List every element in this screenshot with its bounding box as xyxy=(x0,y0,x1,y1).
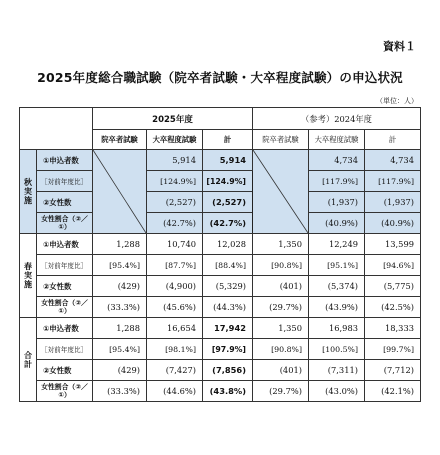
table-cell: (5,329) xyxy=(203,276,253,297)
row-label-women-ratio: 女性割合（②／①） xyxy=(37,213,93,234)
section-label-autumn: 秋実施 xyxy=(20,150,37,234)
table-cell: [117.9%] xyxy=(365,171,421,192)
table-cell: [100.5%] xyxy=(309,339,365,360)
table-cell: 12,249 xyxy=(309,234,365,255)
table-cell: (33.3%) xyxy=(93,297,147,318)
table-cell: 12,028 xyxy=(203,234,253,255)
table-cell: 17,942 xyxy=(203,318,253,339)
table-cell: (1,937) xyxy=(365,192,421,213)
table-cell: (401) xyxy=(253,276,309,297)
empty-grad-2025-autumn xyxy=(93,150,147,234)
table-cell: (5,775) xyxy=(365,276,421,297)
table-cell: (43.0%) xyxy=(309,381,365,402)
col-header-univ-2025: 大卒程度試験 xyxy=(147,130,203,150)
table-cell: (7,427) xyxy=(147,360,203,381)
table-cell: [99.7%] xyxy=(365,339,421,360)
table-cell: [98.1%] xyxy=(147,339,203,360)
table-cell: [95.4%] xyxy=(93,339,147,360)
section-label-spring: 春実施 xyxy=(20,234,37,318)
unit-note: （単位：人） xyxy=(376,97,418,105)
document-label: 資料１ xyxy=(383,40,416,53)
table-cell: 16,654 xyxy=(147,318,203,339)
table-cell: 1,350 xyxy=(253,234,309,255)
row-label-women: ②女性数 xyxy=(37,192,93,213)
table-cell: (7,311) xyxy=(309,360,365,381)
row-label-women: ②女性数 xyxy=(37,360,93,381)
col-header-grad-2024: 院卒者試験 xyxy=(253,130,309,150)
table-cell: (7,856) xyxy=(203,360,253,381)
table-cell: (5,374) xyxy=(309,276,365,297)
table-cell: 16,983 xyxy=(309,318,365,339)
page-title: 2025年度総合職試験（院卒者試験・大卒程度試験）の申込状況 xyxy=(37,70,403,85)
corner-cell xyxy=(20,108,93,150)
table-cell: (33.3%) xyxy=(93,381,147,402)
table-cell: (40.9%) xyxy=(365,213,421,234)
table-cell: [117.9%] xyxy=(309,171,365,192)
table-cell: [90.8%] xyxy=(253,339,309,360)
col-header-total-2025: 計 xyxy=(203,130,253,150)
table-cell: (44.3%) xyxy=(203,297,253,318)
table-cell: (42.1%) xyxy=(365,381,421,402)
table-cell: [90.8%] xyxy=(253,255,309,276)
table-cell: 18,333 xyxy=(365,318,421,339)
table-cell: (2,527) xyxy=(147,192,203,213)
table-cell: (7,712) xyxy=(365,360,421,381)
table-cell: 5,914 xyxy=(147,150,203,171)
table-cell: (43.8%) xyxy=(203,381,253,402)
table-cell: [124.9%] xyxy=(147,171,203,192)
table-cell: [88.4%] xyxy=(203,255,253,276)
row-label-yoy: ［対前年度比］ xyxy=(37,171,93,192)
table-cell: (429) xyxy=(93,276,147,297)
row-label-women-ratio: 女性割合（②／①） xyxy=(37,297,93,318)
row-label-yoy: ［対前年度比］ xyxy=(37,339,93,360)
row-label-women-ratio: 女性割合（②／①） xyxy=(37,381,93,402)
table-cell: (29.7%) xyxy=(253,297,309,318)
table-cell: 5,914 xyxy=(203,150,253,171)
table-cell: (42.5%) xyxy=(365,297,421,318)
table-cell: [97.9%] xyxy=(203,339,253,360)
table-cell: 1,288 xyxy=(93,234,147,255)
table-cell: (42.7%) xyxy=(203,213,253,234)
table-cell: 4,734 xyxy=(365,150,421,171)
row-label-applicants: ①申込者数 xyxy=(37,150,93,171)
table-cell: [87.7%] xyxy=(147,255,203,276)
table-cell: (429) xyxy=(93,360,147,381)
header-2024: （参考）2024年度 xyxy=(253,108,421,130)
table-cell: (2,527) xyxy=(203,192,253,213)
table-cell: [94.6%] xyxy=(365,255,421,276)
table-cell: (43.9%) xyxy=(309,297,365,318)
table-cell: (1,937) xyxy=(309,192,365,213)
table-cell: (4,900) xyxy=(147,276,203,297)
col-header-total-2024: 計 xyxy=(365,130,421,150)
table-cell: 1,350 xyxy=(253,318,309,339)
header-2025: 2025年度 xyxy=(93,108,253,130)
row-label-women: ②女性数 xyxy=(37,276,93,297)
table-cell: (44.6%) xyxy=(147,381,203,402)
section-label-total: 合計 xyxy=(20,318,37,402)
table-cell: (401) xyxy=(253,360,309,381)
table-cell: (40.9%) xyxy=(309,213,365,234)
row-label-applicants: ①申込者数 xyxy=(37,318,93,339)
table-cell: (45.6%) xyxy=(147,297,203,318)
table-cell: [95.1%] xyxy=(309,255,365,276)
empty-grad-2024-autumn xyxy=(253,150,309,234)
table-cell: 1,288 xyxy=(93,318,147,339)
table-cell: (42.7%) xyxy=(147,213,203,234)
col-header-grad-2025: 院卒者試験 xyxy=(93,130,147,150)
table-cell: 4,734 xyxy=(309,150,365,171)
col-header-univ-2024: 大卒程度試験 xyxy=(309,130,365,150)
table-cell: 10,740 xyxy=(147,234,203,255)
table-cell: 13,599 xyxy=(365,234,421,255)
table-cell: [124.9%] xyxy=(203,171,253,192)
application-status-table xyxy=(19,107,421,402)
row-label-applicants: ①申込者数 xyxy=(37,234,93,255)
row-label-yoy: ［対前年度比］ xyxy=(37,255,93,276)
table-cell: [95.4%] xyxy=(93,255,147,276)
table-cell: (29.7%) xyxy=(253,381,309,402)
